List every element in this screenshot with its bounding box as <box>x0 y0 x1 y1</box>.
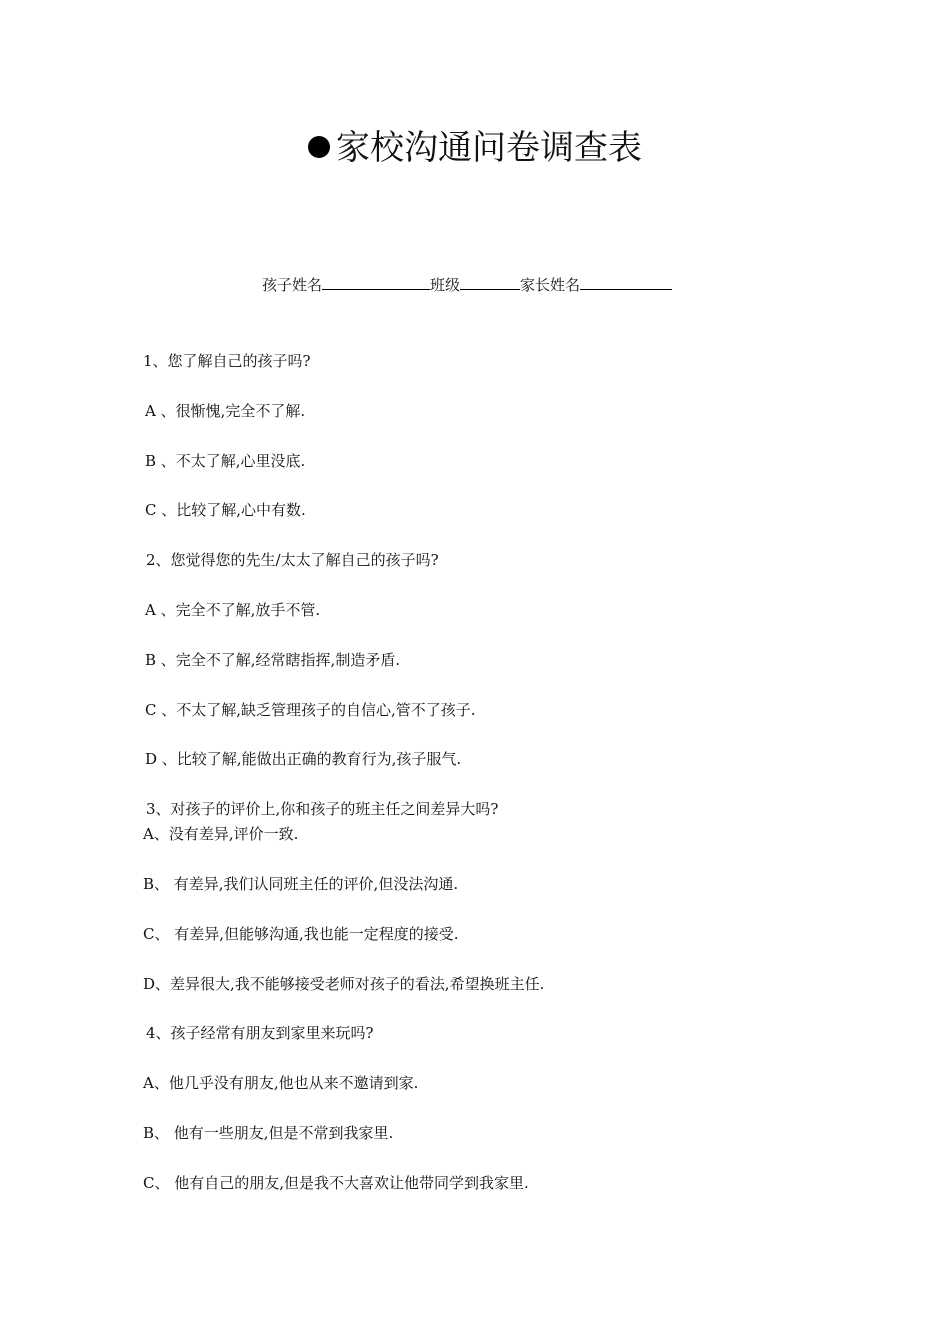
option-3c: C、 有差异,但能够沟通,我也能一定程度的接受. <box>143 925 459 943</box>
option-2a: A 、完全不了解,放手不管. <box>145 601 321 619</box>
question-4: 4、孩子经常有朋友到家里来玩吗? <box>146 1024 374 1042</box>
parent-name-blank[interactable] <box>580 275 672 290</box>
info-line <box>262 274 672 296</box>
option-4b: B、 他有一些朋友,但是不常到我家里. <box>143 1124 394 1142</box>
question-3: 3、对孩子的评价上,你和孩子的班主任之间差异大吗? <box>146 800 499 818</box>
option-3d: D、差异很大,我不能够接受老师对孩子的看法,希望换班主任. <box>143 975 545 993</box>
bullet-icon <box>308 136 330 158</box>
child-name-blank[interactable] <box>322 275 430 290</box>
document-title <box>0 126 950 170</box>
option-1a: A 、很惭愧,完全不了解. <box>145 402 306 420</box>
option-4c: C、 他有自己的朋友,但是我不大喜欢让他带同学到我家里. <box>143 1174 529 1192</box>
option-2b: B 、完全不了解,经常瞎指挥,制造矛盾. <box>145 651 401 669</box>
question-2: 2、您觉得您的先生/太太了解自己的孩子吗? <box>146 551 439 569</box>
option-3b: B、 有差异,我们认同班主任的评价,但没法沟通. <box>143 875 459 893</box>
question-1: 1、您了解自己的孩子吗? <box>143 352 311 370</box>
option-4a: A、他几乎没有朋友,他也从来不邀请到家. <box>143 1074 419 1092</box>
class-label: 班级 <box>430 276 461 294</box>
parent-name-label: 家长姓名 <box>520 276 581 294</box>
class-blank[interactable] <box>460 275 520 290</box>
option-3a: A、没有差异,评价一致. <box>143 825 299 843</box>
title-text: 家校沟通问卷调查表 <box>336 128 642 168</box>
option-1b: B 、不太了解,心里没底. <box>145 452 306 470</box>
option-1c: C 、比较了解,心中有数. <box>145 501 306 519</box>
option-2c: C 、不太了解,缺乏管理孩子的自信心,管不了孩子. <box>145 701 476 719</box>
option-2d: D 、比较了解,能做出正确的教育行为,孩子服气. <box>145 750 462 768</box>
child-name-label: 孩子姓名 <box>262 276 323 294</box>
